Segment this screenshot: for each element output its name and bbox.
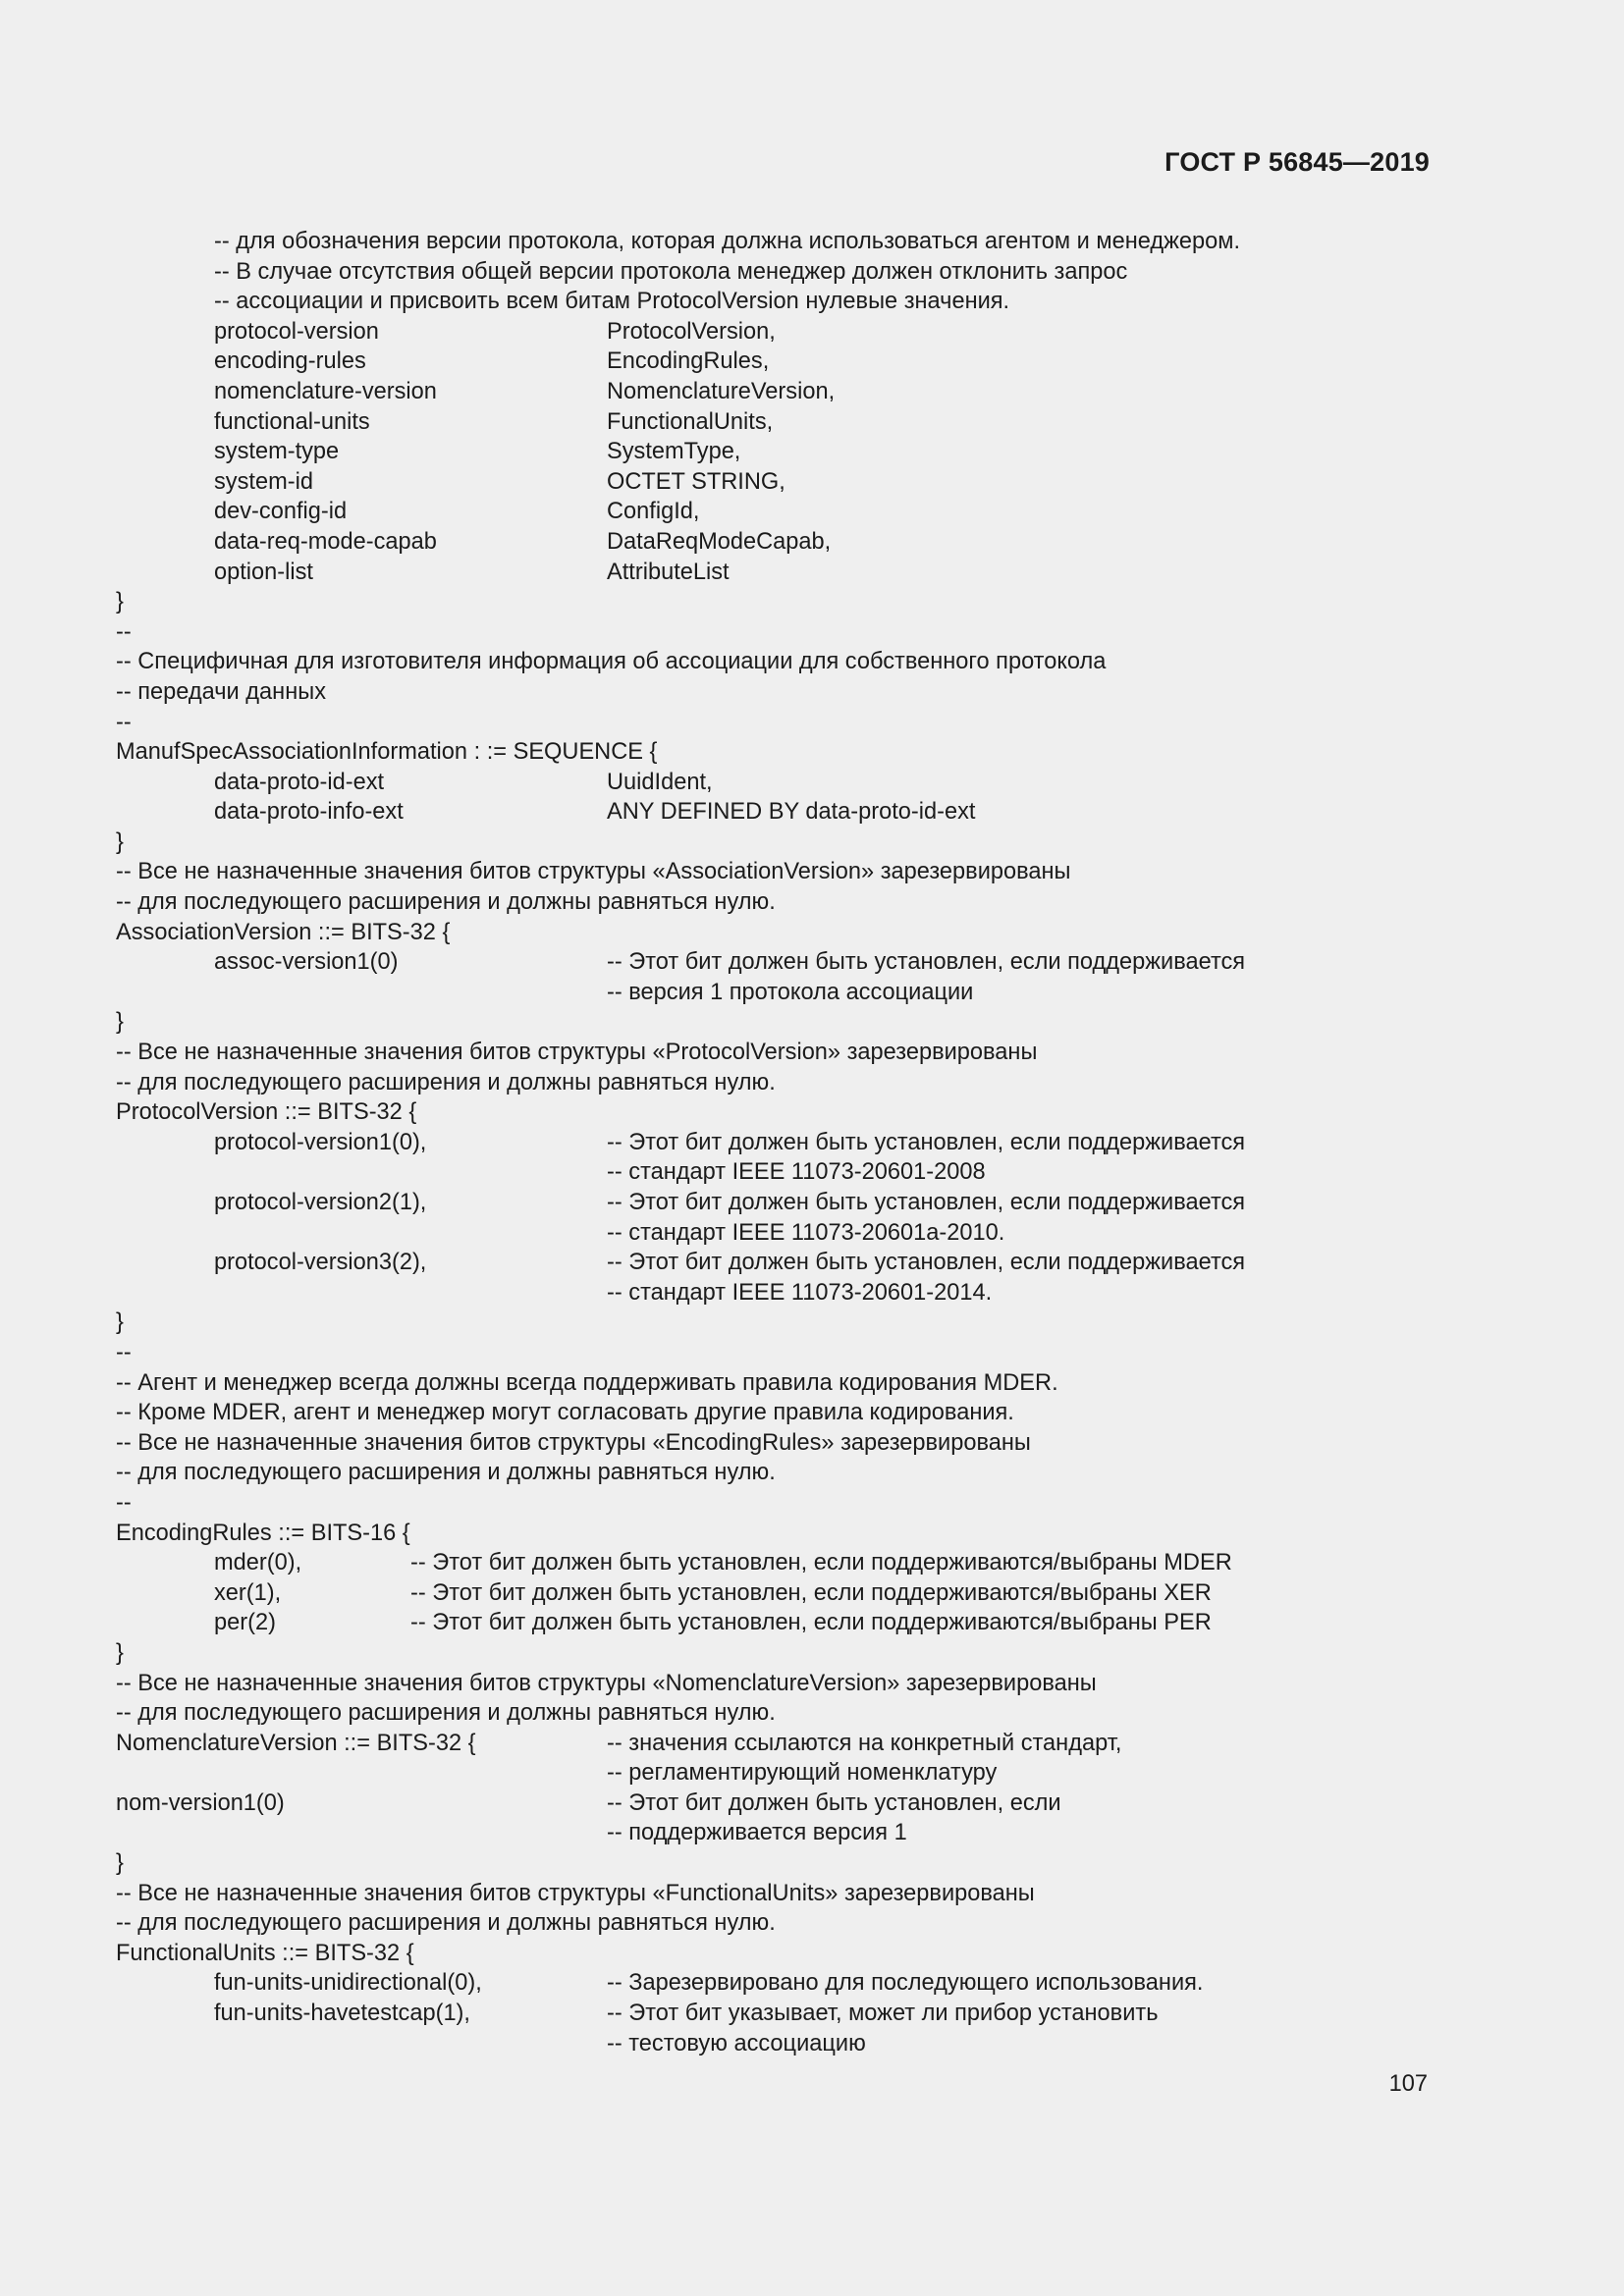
code-text: nomenclature-version bbox=[214, 378, 437, 404]
code-text: system-id bbox=[214, 468, 313, 495]
code-text: system-type bbox=[214, 439, 340, 465]
code-text: fun-units-havetestcap(1), bbox=[214, 2001, 470, 2027]
code-text: -- bbox=[116, 1339, 132, 1365]
code-text: -- Все не назначенные значения битов структуры «EncodingRules» зарезервированы bbox=[116, 1429, 1031, 1456]
code-text: data-proto-id-ext bbox=[214, 769, 385, 795]
code-comment-column: -- стандарт IEEE 11073-20601-2014. bbox=[607, 1279, 993, 1306]
code-comment-column: ANY DEFINED BY data-proto-id-ext bbox=[607, 799, 976, 826]
code-text: nom-version1(0) bbox=[116, 1789, 285, 1816]
page-number: 107 bbox=[1388, 2071, 1428, 2097]
code-text: -- Все не назначенные значения битов структуры «AssociationVersion» зарезервированы bbox=[116, 859, 1071, 885]
code-text: ManufSpecAssociationInformation : := SEQUENCE { bbox=[116, 739, 658, 766]
code-comment-column: -- поддерживается версия 1 bbox=[607, 1820, 907, 1846]
code-comment-column: SystemType, bbox=[607, 439, 741, 465]
code-text: AssociationVersion ::= BITS-32 { bbox=[116, 919, 451, 945]
code-text: -- для последующего расширения и должны равняться нулю. bbox=[116, 1460, 776, 1486]
code-text: } bbox=[116, 828, 124, 855]
code-text: NomenclatureVersion ::= BITS-32 { bbox=[116, 1730, 476, 1756]
code-text: -- Кроме MDER, агент и менеджер могут согласовать другие правила кодирования. bbox=[116, 1400, 1014, 1426]
code-text: per(2) bbox=[214, 1610, 276, 1636]
code-comment-column: -- Этот бит указывает, может ли прибор установить bbox=[607, 2001, 1159, 2027]
code-text: data-req-mode-capab bbox=[214, 528, 437, 555]
code-comment-column: OCTET STRING, bbox=[607, 468, 785, 495]
code-text: FunctionalUnits ::= BITS-32 { bbox=[116, 1940, 414, 1966]
code-text: -- для обозначения версии протокола, которая должна использоваться агентом и менеджером. bbox=[214, 229, 1241, 254]
code-text: -- Специфичная для изготовителя информация об ассоциации для собственного протокола bbox=[116, 649, 1107, 675]
code-text: EncodingRules ::= BITS-16 { bbox=[116, 1520, 410, 1546]
code-comment-column: -- стандарт IEEE 11073-20601-2008 bbox=[607, 1159, 986, 1186]
code-text: -- bbox=[116, 1489, 132, 1516]
code-text: -- Все не назначенные значения битов структуры «FunctionalUnits» зарезервированы bbox=[116, 1880, 1035, 1906]
code-text: protocol-version1(0), bbox=[214, 1129, 427, 1155]
code-comment-column: ProtocolVersion, bbox=[607, 318, 776, 345]
code-comment-column: -- значения ссылаются на конкретный стандарт, bbox=[607, 1730, 1122, 1756]
code-comment-column: -- Зарезервировано для последующего использования. bbox=[607, 1970, 1204, 1997]
code-text: } bbox=[116, 1009, 124, 1036]
code-comment-column: -- Этот бит должен быть установлен, если поддерживается bbox=[607, 1129, 1246, 1155]
code-text: protocol-version3(2), bbox=[214, 1250, 427, 1276]
code-text: -- bbox=[116, 618, 132, 645]
code-comment-column: -- стандарт IEEE 11073-20601a-2010. bbox=[607, 1219, 1005, 1246]
code-text: -- для последующего расширения и должны равняться нулю. bbox=[116, 889, 776, 916]
code-text: fun-units-unidirectional(0), bbox=[214, 1970, 482, 1997]
code-text: option-list bbox=[214, 559, 313, 585]
code-text: protocol-version bbox=[214, 318, 379, 345]
code-comment-column: -- версия 1 протокола ассоциации bbox=[607, 979, 974, 1005]
code-text: } bbox=[116, 1639, 124, 1666]
code-text: protocol-version2(1), bbox=[214, 1190, 427, 1215]
code-text: -- Все не назначенные значения битов структуры «NomenclatureVersion» зарезервированы bbox=[116, 1670, 1097, 1696]
code-comment-column: AttributeList bbox=[607, 559, 730, 585]
code-comment-column: FunctionalUnits, bbox=[607, 408, 774, 435]
code-comment-column: -- Этот бит должен быть установлен, если поддерживаются/выбраны PER bbox=[410, 1610, 1212, 1636]
code-comment-column: -- Этот бит должен быть установлен, если bbox=[607, 1789, 1061, 1816]
code-comment-column: -- Этот бит должен быть установлен, если поддерживается bbox=[607, 949, 1246, 976]
code-comment-column: -- Этот бит должен быть установлен, если поддерживается bbox=[607, 1190, 1246, 1215]
code-text: -- В случае отсутствия общей версии протокола менеджер должен отклонить запрос bbox=[214, 258, 1128, 285]
code-text: } bbox=[116, 1850, 124, 1877]
code-text: -- Все не назначенные значения битов структуры «ProtocolVersion» зарезервированы bbox=[116, 1040, 1038, 1066]
code-text: dev-config-id bbox=[214, 499, 348, 525]
code-comment-column: -- Этот бит должен быть установлен, если поддерживается bbox=[607, 1250, 1246, 1276]
code-text: -- передачи данных bbox=[116, 678, 326, 705]
code-text: -- Агент и менеджер всегда должны всегда поддерживать правила кодирования MDER. bbox=[116, 1369, 1058, 1396]
code-comment-column: -- Этот бит должен быть установлен, если поддерживаются/выбраны MDER bbox=[410, 1550, 1232, 1576]
code-text: data-proto-info-ext bbox=[214, 799, 404, 826]
code-comment-column: ConfigId, bbox=[607, 499, 700, 525]
code-text: encoding-rules bbox=[214, 348, 366, 375]
code-text: assoc-version1(0) bbox=[214, 949, 399, 976]
code-text: xer(1), bbox=[214, 1579, 282, 1606]
code-comment-column: -- регламентирующий номенклатуру bbox=[607, 1760, 998, 1787]
code-text: mder(0), bbox=[214, 1550, 302, 1576]
code-text: -- для последующего расширения и должны равняться нулю. bbox=[116, 1910, 776, 1937]
code-comment-column: NomenclatureVersion, bbox=[607, 378, 836, 404]
code-text: } bbox=[116, 1309, 124, 1336]
code-text: } bbox=[116, 589, 124, 615]
document-header: ГОСТ Р 56845—2019 bbox=[1164, 147, 1430, 177]
code-text: -- bbox=[116, 709, 132, 735]
code-comment-column: EncodingRules, bbox=[607, 348, 770, 375]
code-text: ProtocolVersion ::= BITS-32 { bbox=[116, 1099, 417, 1126]
code-text: functional-units bbox=[214, 408, 370, 435]
code-comment-column: -- Этот бит должен быть установлен, если поддерживаются/выбраны XER bbox=[410, 1579, 1212, 1606]
code-comment-column: -- тестовую ассоциацию bbox=[607, 2030, 866, 2056]
code-text: -- ассоциации и присвоить всем битам ProtocolVersion нулевые значения. bbox=[214, 289, 1010, 315]
code-comment-column: DataReqModeCapab, bbox=[607, 528, 832, 555]
code-comment-column: UuidIdent, bbox=[607, 769, 713, 795]
code-text: -- для последующего расширения и должны равняться нулю. bbox=[116, 1700, 776, 1727]
code-text: -- для последующего расширения и должны равняться нулю. bbox=[116, 1069, 776, 1095]
